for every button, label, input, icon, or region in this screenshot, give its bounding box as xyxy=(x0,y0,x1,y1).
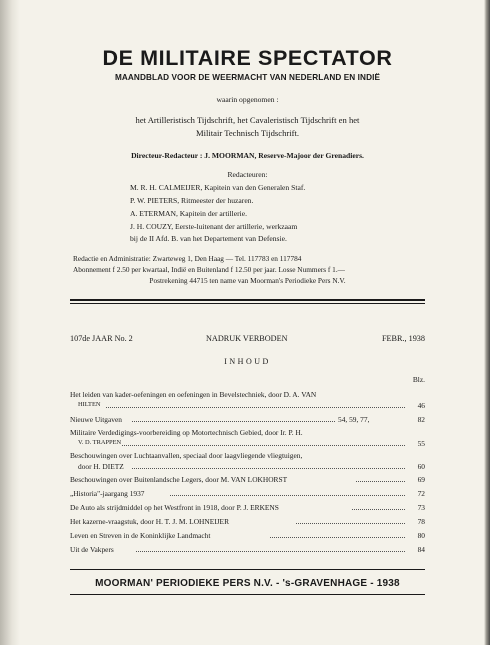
toc-entry-page: 73 xyxy=(417,503,425,512)
toc-entry-extra-pages: 54, 59, 77, xyxy=(338,415,370,424)
toc-leader-dots xyxy=(132,467,405,469)
toc-leader-dots xyxy=(270,536,405,538)
page-edge-shadow xyxy=(484,0,490,645)
toc-entry-page: 84 xyxy=(417,545,425,554)
toc-entry-title: „Historia"-jaargang 1937 xyxy=(70,489,145,498)
editors-heading: Redacteuren: xyxy=(227,170,268,179)
toc-entry-title: Beschouwingen over Buitenlandsche Legers, door M. VAN LOKHORST xyxy=(70,475,288,484)
issue-volume: 107de JAAR No. 2 xyxy=(70,334,133,343)
toc-leader-dots xyxy=(132,420,335,422)
toc-entry-page: 55 xyxy=(417,439,425,448)
toc-entry-page: 82 xyxy=(417,415,425,424)
toc-leader-dots xyxy=(122,444,405,446)
toc-entry-page: 78 xyxy=(417,517,425,526)
toc-entry-title: Leven en Streven in de Koninklijke Landmacht xyxy=(70,531,211,540)
binding-spine xyxy=(0,0,20,645)
toc-entry-title: Beschouwingen over Luchtaanvallen, speciaal door laagvliegende vliegtuigen, xyxy=(70,451,303,460)
toc-entry-page: 69 xyxy=(417,475,425,484)
toc-entry-title: Het kazerne-vraagstuk, door H. T. J. M. LOHNEIJER xyxy=(70,517,229,526)
reprint-notice: NADRUK VERBODEN xyxy=(206,334,288,343)
issue-date: FEBR., 1938 xyxy=(382,334,425,343)
toc-leader-dots xyxy=(296,522,405,524)
editor-line-4: J. H. COUZY, Eerste-luitenant der artillerie, werkzaam xyxy=(130,222,298,231)
included-line-1: het Artilleristisch Tijdschrift, het Cavaleristisch Tijdschrift en het xyxy=(135,115,360,125)
toc-leader-dots xyxy=(106,406,405,408)
toc-entry-author: door H. DIETZ xyxy=(78,462,124,471)
editor-line-2: P. W. PIETERS, Ritmeester der huzaren. xyxy=(130,196,254,205)
administration-line-2: Abonnement f 2.50 per kwartaal, Indië en Buitenland f 12.50 per jaar. Losse Nummers f 1.— xyxy=(73,265,345,274)
separator-thin xyxy=(70,303,425,304)
toc-entry-author: HILTEN xyxy=(78,401,101,408)
magazine-subtitle: MAANDBLAD VOOR DE WEERMACHT VAN NEDERLAND EN INDIË xyxy=(114,73,381,82)
editor-line-3: A. ETERMAN, Kapitein der artillerie. xyxy=(130,209,248,218)
toc-entry-title: Het leiden van kader-oefeningen en oefeningen in Bevelstechniek, door D. A. VAN xyxy=(70,390,317,399)
director-line: Directeur-Redacteur : J. MOORMAN, Reserve-Majoor der Grenadiers. xyxy=(131,151,364,160)
administration-line-3: Postrekening 44715 ten name van Moorman's Periodieke Pers N.V. xyxy=(149,276,346,285)
included-intro: waarin opgenomen : xyxy=(216,95,279,104)
toc-entry-page: 72 xyxy=(417,489,425,498)
editor-line-1: M. R. H. CALMEIJER, Kapitein van den Generalen Staf. xyxy=(130,183,306,192)
magazine-title: DE MILITAIRE SPECTATOR xyxy=(102,46,393,70)
toc-leader-dots xyxy=(352,508,405,510)
toc-entry-title: Militaire Verdedigings-voorbereiding op Motortechnisch Gebied, door Ir. P. H. xyxy=(70,428,303,437)
toc-heading: INHOUD xyxy=(224,357,271,366)
toc-entry-page: 60 xyxy=(417,462,425,471)
toc-entry-title: De Auto als strijdmiddel op het Westfront in 1918, door P. J. ERKENS xyxy=(70,503,279,512)
publisher-footer: MOORMAN' PERIODIEKE PERS N.V. - 's-GRAVENHAGE - 1938 xyxy=(95,578,400,589)
toc-entry-page: 46 xyxy=(417,401,425,410)
toc-leader-dots xyxy=(136,550,405,552)
editor-line-5: bij de II Afd. B. van het Departement van Defensie. xyxy=(130,234,287,243)
included-line-2: Militair Technisch Tijdschrift. xyxy=(195,128,300,138)
toc-entry-title: Uit de Vakpers xyxy=(70,545,114,554)
toc-leader-dots xyxy=(356,480,405,482)
toc-entry-author: V. D. TRAPPEN xyxy=(78,439,122,446)
toc-page-label: Blz. xyxy=(412,375,425,384)
separator-thick xyxy=(70,299,425,301)
toc-entry-page: 80 xyxy=(417,531,425,540)
footer-rule-bottom xyxy=(70,594,425,595)
toc-entry-title: Nieuwe Uitgaven xyxy=(70,415,122,424)
footer-rule-top xyxy=(70,569,425,570)
toc-leader-dots xyxy=(170,494,405,496)
administration-line-1: Redactie en Administratie: Zwarteweg 1, Den Haag — Tel. 117783 en 117784 xyxy=(73,254,302,263)
